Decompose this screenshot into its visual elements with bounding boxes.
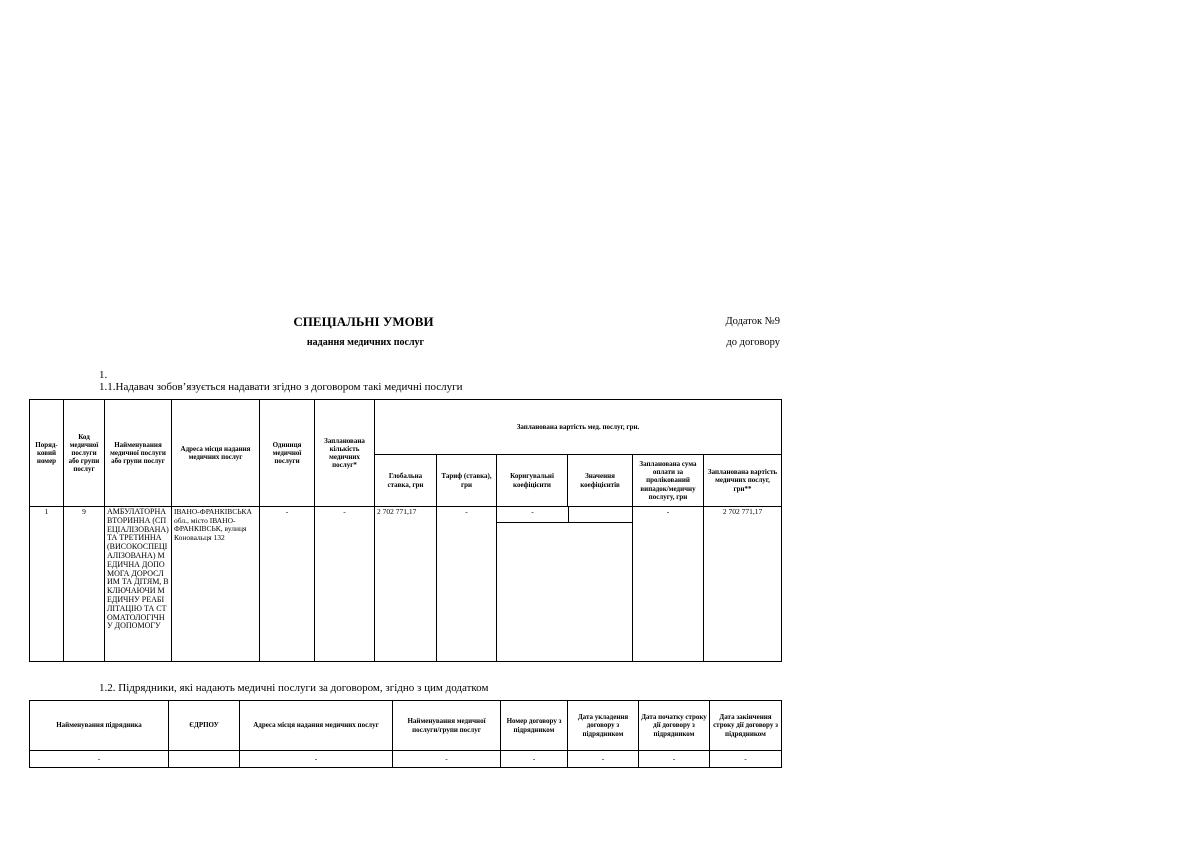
cell-contract-number: - [501,751,568,768]
cell-planned-quantity: - [315,507,375,662]
header-service-name: Найменування медичної послуги або групи послуг [105,400,172,507]
annex-number: Додаток №9 [725,316,780,327]
cell-service-name: АМБУЛАТОРНА ВТОРИННА (СПЕЦІАЛІЗОВАНА) ТА ТРЕТИННА (ВИСОКОСПЕЦІАЛІЗОВАНА) МЕДИЧНА ДОПОМОГА ДОРОСЛИМ ТА ДІТЯМ, ВКЛЮЧАЮЧИ МЕДИЧНУ РЕАБІЛІТАЦІЮ ТА СТОМАТОЛОГІЧНУ ДОПОМОГУ [105,507,172,662]
cell-planned-total: 2 702 771,17 [704,507,782,662]
header-edrpou: ЄДРПОУ [169,701,240,751]
header-address: Адреса місця надання медичних послуг [172,400,260,507]
header-tariff: Тариф (ставка), грн [437,455,497,507]
cell-contractor-address: - [240,751,393,768]
cell-global-rate: 2 702 771,17 [375,507,437,662]
cell-planned-sum: - [633,507,704,662]
section-1-2-heading: 1.2. Підрядники, які надають медичні послуги за договором, згідно з цим додатком [99,682,489,694]
header-planned-cost: Запланована вартість мед. послуг, грн. [375,400,782,455]
coefficient-subtable-cell [497,507,633,662]
section-number: 1. [99,369,108,381]
section-1-1-heading: 1.1.Надавач зобов’язується надавати згідно з договором такі медичні послуги [99,381,463,393]
services-table [29,399,782,662]
header-order-number: Поряд-ковий номер [30,400,64,507]
header-contract-date: Дата укладення договору з підрядником [568,701,639,751]
header-global-rate: Глобальна ставка, грн [375,455,437,507]
cell-coefficient-values [569,507,632,522]
table-row [30,507,782,662]
cell-contractor-name: - [30,751,169,768]
header-contractor-address: Адреса місця надання медичних послуг [240,701,393,751]
annex-contract-ref: до договору [726,337,780,348]
document-title: СПЕЦІАЛЬНІ УМОВИ [293,314,434,329]
cell-start-date: - [639,751,710,768]
cell-tariff: - [437,507,497,662]
table-row [30,751,782,768]
document-subtitle: надання медичних послуг [306,337,425,348]
header-planned-sum: Запланована сума оплати за пролікований випадок/медичну послугу, грн [633,455,704,507]
header-contractor-name: Найменування підрядника [30,701,169,751]
cell-edrpou [169,751,240,768]
cell-correction-coefficients: - [497,507,569,522]
header-unit: Одиниця медичної послуги [260,400,315,507]
header-start-date: Дата початку строку дії договору з підрядником [639,701,710,751]
cell-unit: - [260,507,315,662]
cell-contract-date: - [568,751,639,768]
cell-address: ІВАНО-ФРАНКІВСЬКА обл., місто ІВАНО-ФРАНКІВСЬК, вулиця Коновальця 132 [172,507,260,662]
header-planned-total: Запланована вартість медичних послуг, грн** [704,455,782,507]
header-service-code: Код медичної послуги або групи послуг [64,400,105,507]
header-end-date: Дата закінчення строку дії договору з підрядником [710,701,782,751]
cell-order-number: 1 [30,507,64,662]
contractors-table [29,700,782,768]
header-planned-quantity: Запланована кількість медичних послуг* [315,400,375,507]
cell-service-code: 9 [64,507,105,662]
cell-end-date: - [710,751,782,768]
header-correction-coefficients: Коригувальні коефіцієнти [497,455,568,507]
cell-contractor-service-name: - [393,751,501,768]
header-contract-number: Номер договору з підрядником [501,701,568,751]
header-coefficient-values: Значення коефіцієнтів [568,455,633,507]
header-contractor-service-name: Найменування медичної послуги/групи послуг [393,701,501,751]
